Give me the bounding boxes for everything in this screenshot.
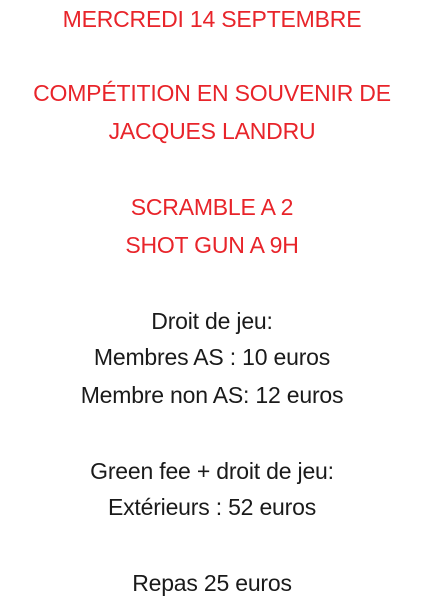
event-start-time: SHOT GUN A 9H: [125, 232, 299, 258]
event-date: MERCREDI 14 SEPTEMBRE: [62, 6, 362, 32]
fee-exterieurs: Extérieurs : 52 euros: [107, 494, 316, 520]
meal-price: Repas 25 euros: [132, 570, 292, 596]
event-title-line-2: JACQUES LANDRU: [108, 118, 316, 144]
fee-non-members: Membre non AS: 12 euros: [80, 382, 344, 408]
event-format: SCRAMBLE A 2: [130, 194, 294, 220]
event-title-line-1: COMPÉTITION EN SOUVENIR DE: [33, 80, 391, 106]
fees-heading: Droit de jeu:: [151, 308, 273, 334]
fee-members: Membres AS : 10 euros: [93, 344, 331, 370]
greenfee-heading: Green fee + droit de jeu:: [90, 458, 334, 484]
